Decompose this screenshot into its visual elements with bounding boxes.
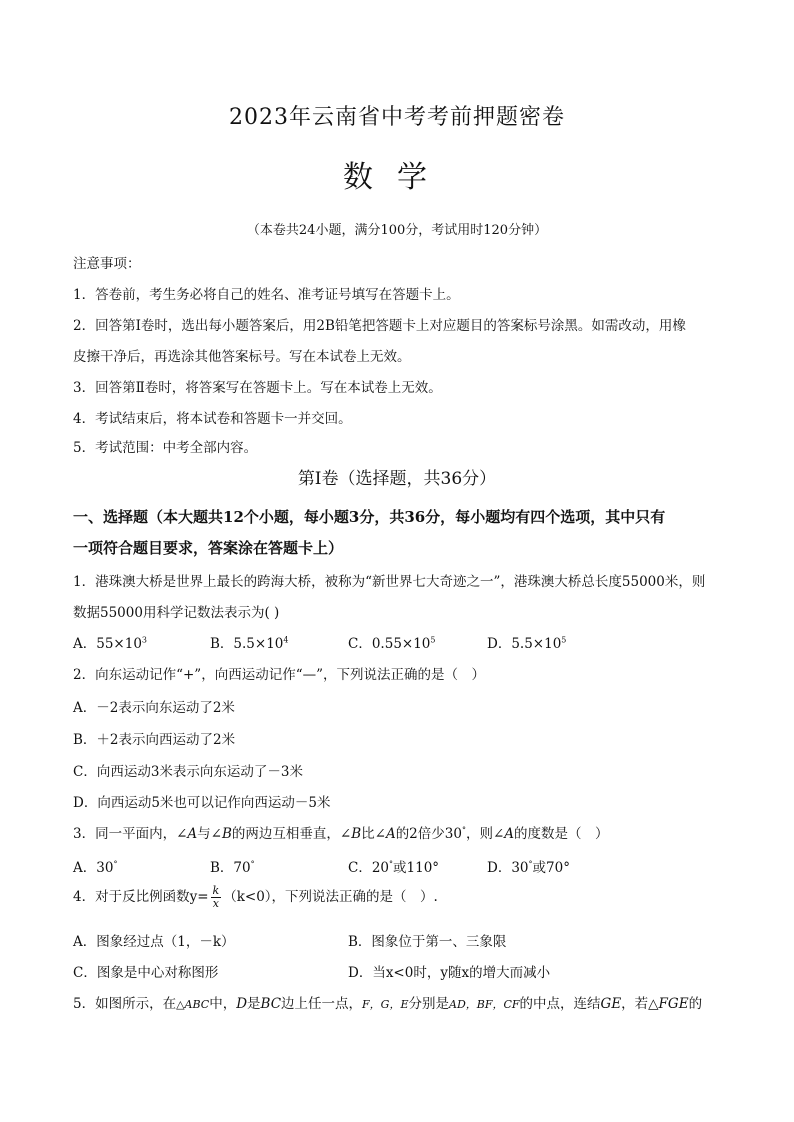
exam-meta: （本卷共24小题，满分100分，考试用时120分钟）: [246, 223, 548, 238]
option-d: D．向西运动5米也可以记作向西运动－5米: [73, 795, 331, 811]
option-a: A．30°: [73, 859, 118, 876]
option-c: C．图象是中心对称图形: [73, 965, 219, 981]
option-b: B．70°: [210, 859, 255, 876]
fraction: $\frac{k}{x}$: [212, 884, 220, 910]
question-1-stem: 1．港珠澳大桥是世界上最长的跨海大桥，被称为“新世界七大奇迹之一”，港珠澳大桥总长度55000米，则: [73, 574, 706, 590]
option-b: B．＋2表示向西运动了2米: [73, 732, 236, 748]
notice-item: 4．考试结束后，将本试卷和答题卡一并交回。: [73, 411, 352, 427]
question-3-stem: 3．同一平面内，∠A与∠B的两边互相垂直，∠B比∠A的2倍少30°，则∠A的度数是（ ）: [73, 825, 609, 842]
question-1-stem: 数据55000用科学记数法表示为( ): [73, 605, 280, 621]
notice-item: 3．回答第Ⅱ卷时，将答案写在答题卡上。写在本试卷上无效。: [73, 380, 442, 396]
option-d: D．30°或70°: [487, 859, 570, 876]
section-title: 第Ⅰ卷（选择题，共36分）: [297, 469, 497, 489]
notice-item: 皮擦干净后，再选涂其他答案标号。写在本试卷上无效。: [73, 349, 411, 365]
option-d: D．当x<0时，y随x的增大而减小: [348, 965, 551, 981]
question-4-stem: 4．对于反比例函数y= $\frac{k}{x}$ （k<0），下列说法正确的是（ ）.: [73, 884, 438, 910]
option-b: B．图象位于第一、三象限: [348, 934, 507, 950]
option-c: C．$0.55\times 10^5$: [348, 635, 436, 652]
option-c: C．20°或110°: [348, 859, 440, 876]
question-2-stem: 2．向东运动记作“+”，向西运动记作“—”，下列说法正确的是（ ）: [73, 667, 486, 683]
notice-item: 2．回答第Ⅰ卷时，选出每小题答案后，用2B铅笔把答题卡上对应题目的答案标号涂黑。如需改动，用橡: [73, 318, 686, 334]
notice-heading: 注意事项：: [73, 256, 141, 272]
notice-item: 1．答卷前，考生务必将自己的姓名、准考证号填写在答题卡上。: [73, 287, 460, 303]
option-a: A．－2表示向东运动了2米: [73, 700, 235, 716]
notice-item: 5．考试范围：中考全部内容。: [73, 440, 258, 456]
exam-title: 2023年云南省中考考前押题密卷: [229, 105, 565, 130]
option-a: A．图象经过点（1，－k）: [73, 934, 235, 950]
option-c: C．向西运动3米表示向东运动了－3米: [73, 764, 304, 780]
part-heading: 一项符合题目要求，答案涂在答题卡上）: [73, 539, 344, 557]
option-d: D．$5.5\times 10^5$: [487, 635, 567, 652]
part-heading: 一、选择题（本大题共12个小题，每小题3分，共36分，每小题均有四个选项，其中只有: [73, 508, 666, 526]
option-b: B．$5.5\times 10^4$: [210, 635, 289, 652]
subject-title: 数学: [343, 160, 451, 195]
option-a: A．$55\times 10^3$: [73, 635, 148, 652]
question-5-stem: 5．如图所示，在△ABC中，D是BC边上任一点，F，G，E分别是AD，BF，CF的中点，连结GE，若△FGE的: [73, 996, 703, 1012]
